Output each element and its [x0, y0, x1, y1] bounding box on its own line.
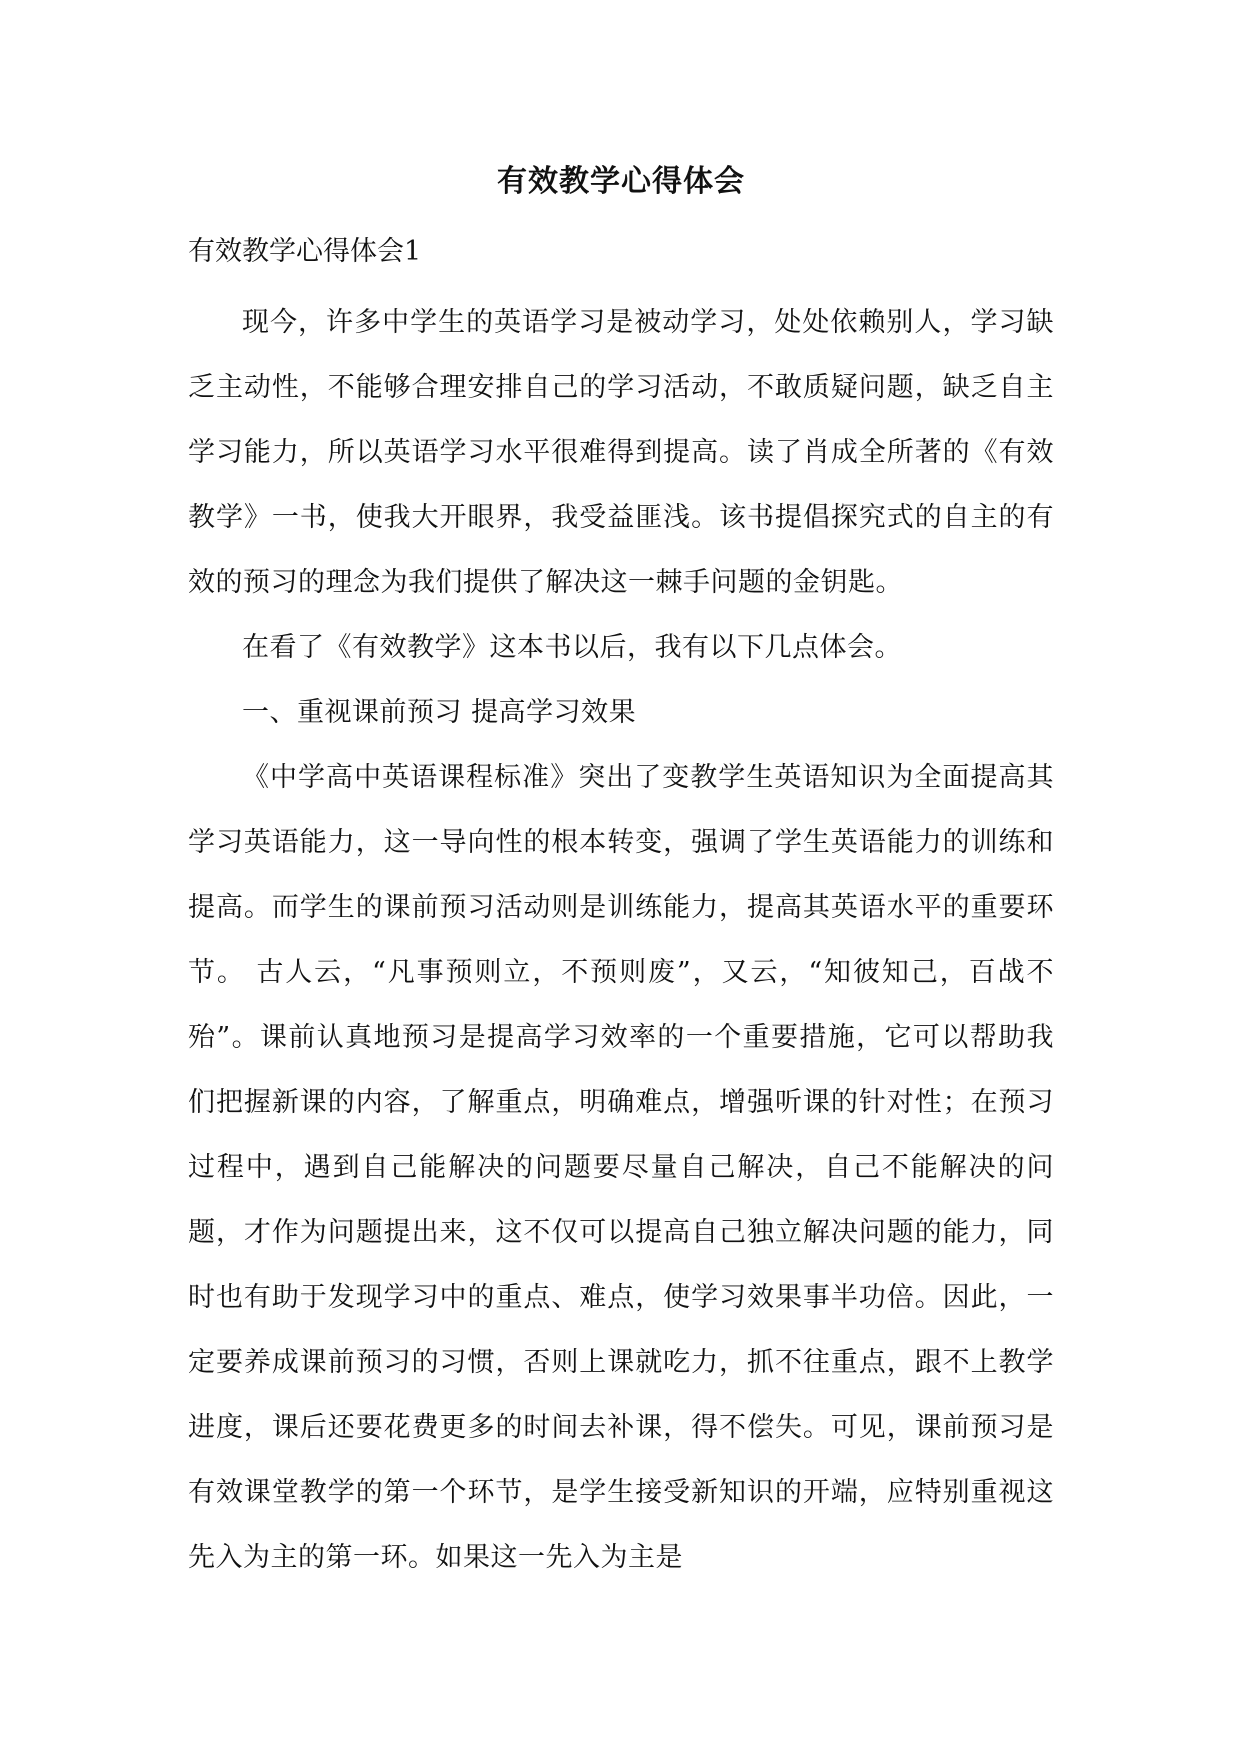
- document-title: 有效教学心得体会: [497, 164, 745, 199]
- section-heading: 有效教学心得体会1: [188, 236, 422, 267]
- paragraph-section-one-body: 《中学高中英语课程标准》突出了变教学生英语知识为全面提高其学习英语能力，这一导向性的根本转变，强调了学生英语能力的训练和提高。而学生的课前预习活动则是训练能力，提高其英语水平的重要环节。 古人云，“凡事预则立，不预则废”，又云，“知彼知己，百战不殆”。课前认真地预习是提高学习效率的一个重要措施，它可以帮助我们把握新课的内容，了解重点，明确难点，增强听课的针对性；在预习过程中，遇到自己能解决的问题要尽量自己解决，自己不能解决的问题，才作为问题提出来，这不仅可以提高自己独立解决问题的能力，同时也有助于发现学习中的重点、难点，使学习效果事半功倍。因此，一定要养成课前预习的习惯，否则上课就吃力，抓不往重点，跟不上教学进度，课后还要花费更多的时间去补课，得不偿失。可见，课前预习是有效课堂教学的第一个环节，是学生接受新知识的开端，应特别重视这先入为主的第一环。如果这一先入为主是: [188, 762, 1054, 1573]
- paragraph-section-one-heading: 一、重视课前预习 提高学习效果: [242, 697, 637, 728]
- body-text: [188, 290, 1054, 1590]
- paragraph-reflection-lead: 在看了《有效教学》这本书以后，我有以下几点体会。: [242, 632, 902, 663]
- paragraph-intro: 现今，许多中学生的英语学习是被动学习，处处依赖别人，学习缺乏主动性，不能够合理安排自己的学习活动，不敢质疑问题，缺乏自主学习能力，所以英语学习水平很难得到提高。读了肖成全所著的《有效教学》一书，使我大开眼界，我受益匪浅。该书提倡探究式的自主的有效的预习的理念为我们提供了解决这一棘手问题的金钥匙。: [188, 307, 1054, 598]
